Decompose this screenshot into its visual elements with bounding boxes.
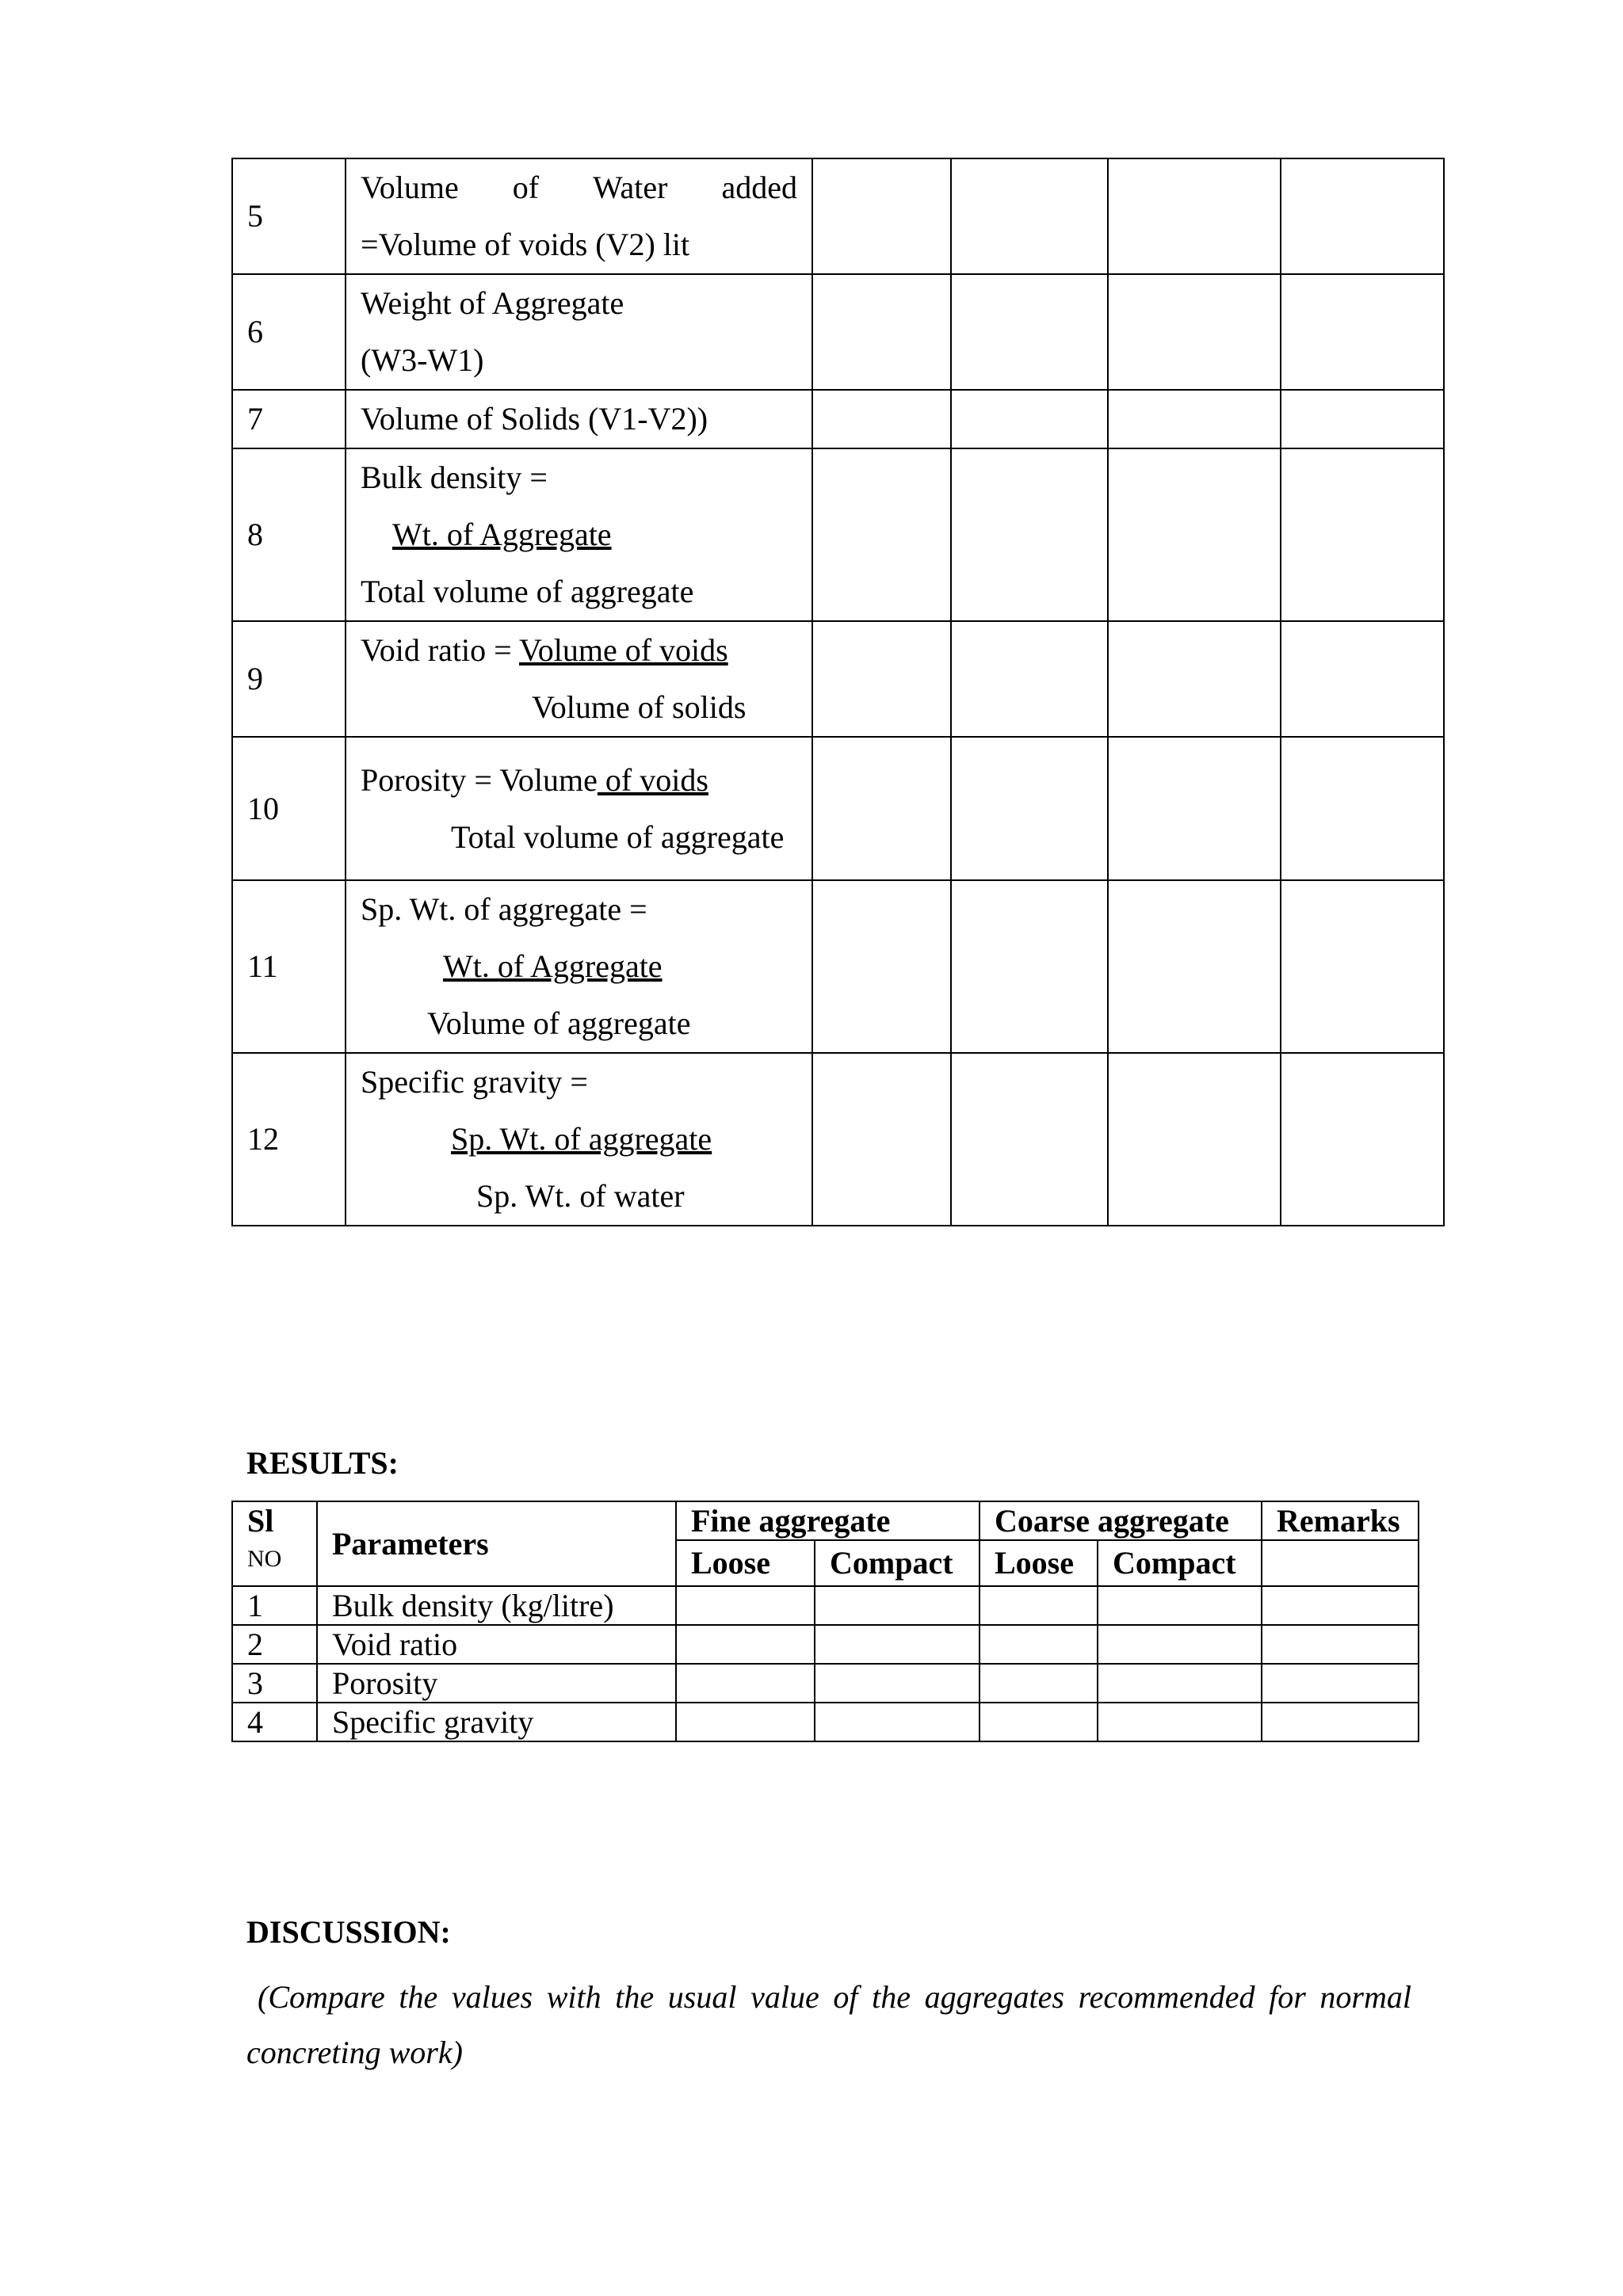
fraction-denominator: Volume of solids [532, 689, 747, 725]
value-cell [812, 1053, 951, 1226]
value-cell [1281, 880, 1444, 1053]
description-cell [346, 1053, 812, 1226]
value-cell [676, 1664, 815, 1703]
observation-table [231, 158, 1445, 1226]
sl-cell: 10 [232, 737, 346, 880]
value-cell [1098, 1586, 1262, 1625]
description-cell [346, 737, 812, 880]
sl-cell: 5 [232, 158, 346, 274]
fine-loose-header: Loose [676, 1540, 815, 1586]
value-cell [951, 390, 1108, 448]
value-cell [676, 1625, 815, 1664]
value-cell [812, 737, 951, 880]
fine-compact-header: Compact [815, 1540, 980, 1586]
sl-cell: 4 [232, 1703, 317, 1741]
table-row [232, 880, 1444, 1053]
fraction-denominator: Sp. Wt. of water [476, 1178, 685, 1214]
fraction-denominator: Volume of aggregate [427, 1005, 691, 1041]
fraction-denominator: Total volume of aggregate [451, 818, 785, 855]
value-cell [812, 158, 951, 274]
fraction-numerator: Volume of voids [518, 632, 728, 668]
description-line: Volume of Water added [361, 170, 797, 205]
value-cell [812, 621, 951, 737]
fraction-numerator: Sp. Wt. of aggregate [451, 1121, 712, 1157]
value-cell [1281, 390, 1444, 448]
sl-cell: 6 [232, 274, 346, 390]
value-cell [1108, 158, 1281, 274]
table-row [232, 158, 1444, 274]
value-cell [1262, 1625, 1419, 1664]
description-line: Specific gravity = [361, 1064, 588, 1100]
value-cell [1281, 1053, 1444, 1226]
coarse-compact-header: Compact [1098, 1540, 1262, 1586]
parameter-cell: Bulk density (kg/litre) [317, 1586, 676, 1625]
coarse-loose-header: Loose [980, 1540, 1098, 1586]
value-cell [1281, 158, 1444, 274]
value-cell [1098, 1625, 1262, 1664]
description-cell: Volume of Solids (V1-V2)) [346, 390, 812, 448]
sl-cell: 12 [232, 1053, 346, 1226]
description-cell [346, 158, 812, 274]
discussion-text [246, 1970, 1411, 2081]
results-table [231, 1501, 1419, 1742]
sl-cell: 3 [232, 1664, 317, 1703]
value-cell [1281, 737, 1444, 880]
description-line: Porosity = Volume of voids [361, 761, 708, 798]
remarks-header: Remarks [1262, 1501, 1419, 1540]
table-row [232, 274, 1444, 390]
table-row [232, 737, 1444, 880]
description-line: (W3-W1) [361, 342, 484, 378]
parameter-cell: Porosity [317, 1664, 676, 1703]
value-cell [1098, 1664, 1262, 1703]
table-row [232, 1703, 1419, 1741]
value-cell [980, 1664, 1098, 1703]
value-cell [951, 274, 1108, 390]
value-cell [951, 448, 1108, 621]
description-cell [346, 448, 812, 621]
discussion-line-1: (Compare the values with the usual value of the aggregates recommended for normal [258, 1979, 1411, 2015]
results-heading: RESULTS: [246, 1445, 399, 1481]
value-cell [951, 158, 1108, 274]
sl-cell: 7 [232, 390, 346, 448]
coarse-aggregate-header: Coarse aggregate [980, 1501, 1262, 1540]
value-cell [812, 274, 951, 390]
description-line: =Volume of voids (V2) lit [361, 227, 690, 262]
table-row [232, 448, 1444, 621]
fraction-numerator: Wt. of Aggregate [443, 948, 663, 984]
table-row [232, 1664, 1419, 1703]
description-cell [346, 274, 812, 390]
value-cell [1108, 880, 1281, 1053]
value-cell [1108, 737, 1281, 880]
fraction-denominator: Total volume of aggregate [361, 574, 694, 609]
table-row [232, 1625, 1419, 1664]
description-cell [346, 880, 812, 1053]
value-cell [1262, 1703, 1419, 1741]
value-cell [1262, 1664, 1419, 1703]
value-cell [1281, 274, 1444, 390]
value-cell [980, 1625, 1098, 1664]
sl-cell: 11 [232, 880, 346, 1053]
description-cell [346, 621, 812, 737]
discussion-line-2: concreting work) [246, 2035, 463, 2070]
value-cell [812, 880, 951, 1053]
no-header: NO [247, 1546, 282, 1572]
description-line: Void ratio = Volume of voids [361, 632, 728, 668]
value-cell [980, 1586, 1098, 1625]
sl-header: Sl [247, 1503, 274, 1539]
value-cell [951, 880, 1108, 1053]
table-row [232, 390, 1444, 448]
value-cell [980, 1703, 1098, 1741]
value-cell [812, 448, 951, 621]
remarks-subheader [1262, 1540, 1419, 1586]
discussion-heading: DISCUSSION: [246, 1914, 451, 1950]
table-row [232, 621, 1444, 737]
parameters-header: Parameters [317, 1501, 676, 1586]
fraction-numerator: of voids [597, 761, 708, 798]
sl-cell: 9 [232, 621, 346, 737]
value-cell [1108, 448, 1281, 621]
value-cell [815, 1664, 980, 1703]
value-cell [1281, 448, 1444, 621]
sl-cell: 2 [232, 1625, 317, 1664]
parameter-cell: Void ratio [317, 1625, 676, 1664]
value-cell [812, 390, 951, 448]
value-cell [1108, 621, 1281, 737]
value-cell [676, 1703, 815, 1741]
value-cell [815, 1625, 980, 1664]
description-line: Weight of Aggregate [361, 285, 624, 321]
table-header-row [232, 1501, 1419, 1540]
sl-cell: 1 [232, 1586, 317, 1625]
value-cell [1108, 1053, 1281, 1226]
description-line: Bulk density = [361, 460, 548, 495]
value-cell [815, 1586, 980, 1625]
parameter-cell: Specific gravity [317, 1703, 676, 1741]
sl-header-cell [232, 1501, 317, 1586]
value-cell [1098, 1703, 1262, 1741]
value-cell [951, 1053, 1108, 1226]
value-cell [676, 1586, 815, 1625]
value-cell [1262, 1586, 1419, 1625]
value-cell [1108, 390, 1281, 448]
value-cell [951, 737, 1108, 880]
value-cell [951, 621, 1108, 737]
value-cell [815, 1703, 980, 1741]
table-row [232, 1053, 1444, 1226]
value-cell [1108, 274, 1281, 390]
fine-aggregate-header: Fine aggregate [676, 1501, 980, 1540]
description-line: Sp. Wt. of aggregate = [361, 891, 647, 927]
table-row [232, 1586, 1419, 1625]
sl-cell: 8 [232, 448, 346, 621]
fraction-numerator: Wt. of Aggregate [392, 517, 612, 552]
value-cell [1281, 621, 1444, 737]
